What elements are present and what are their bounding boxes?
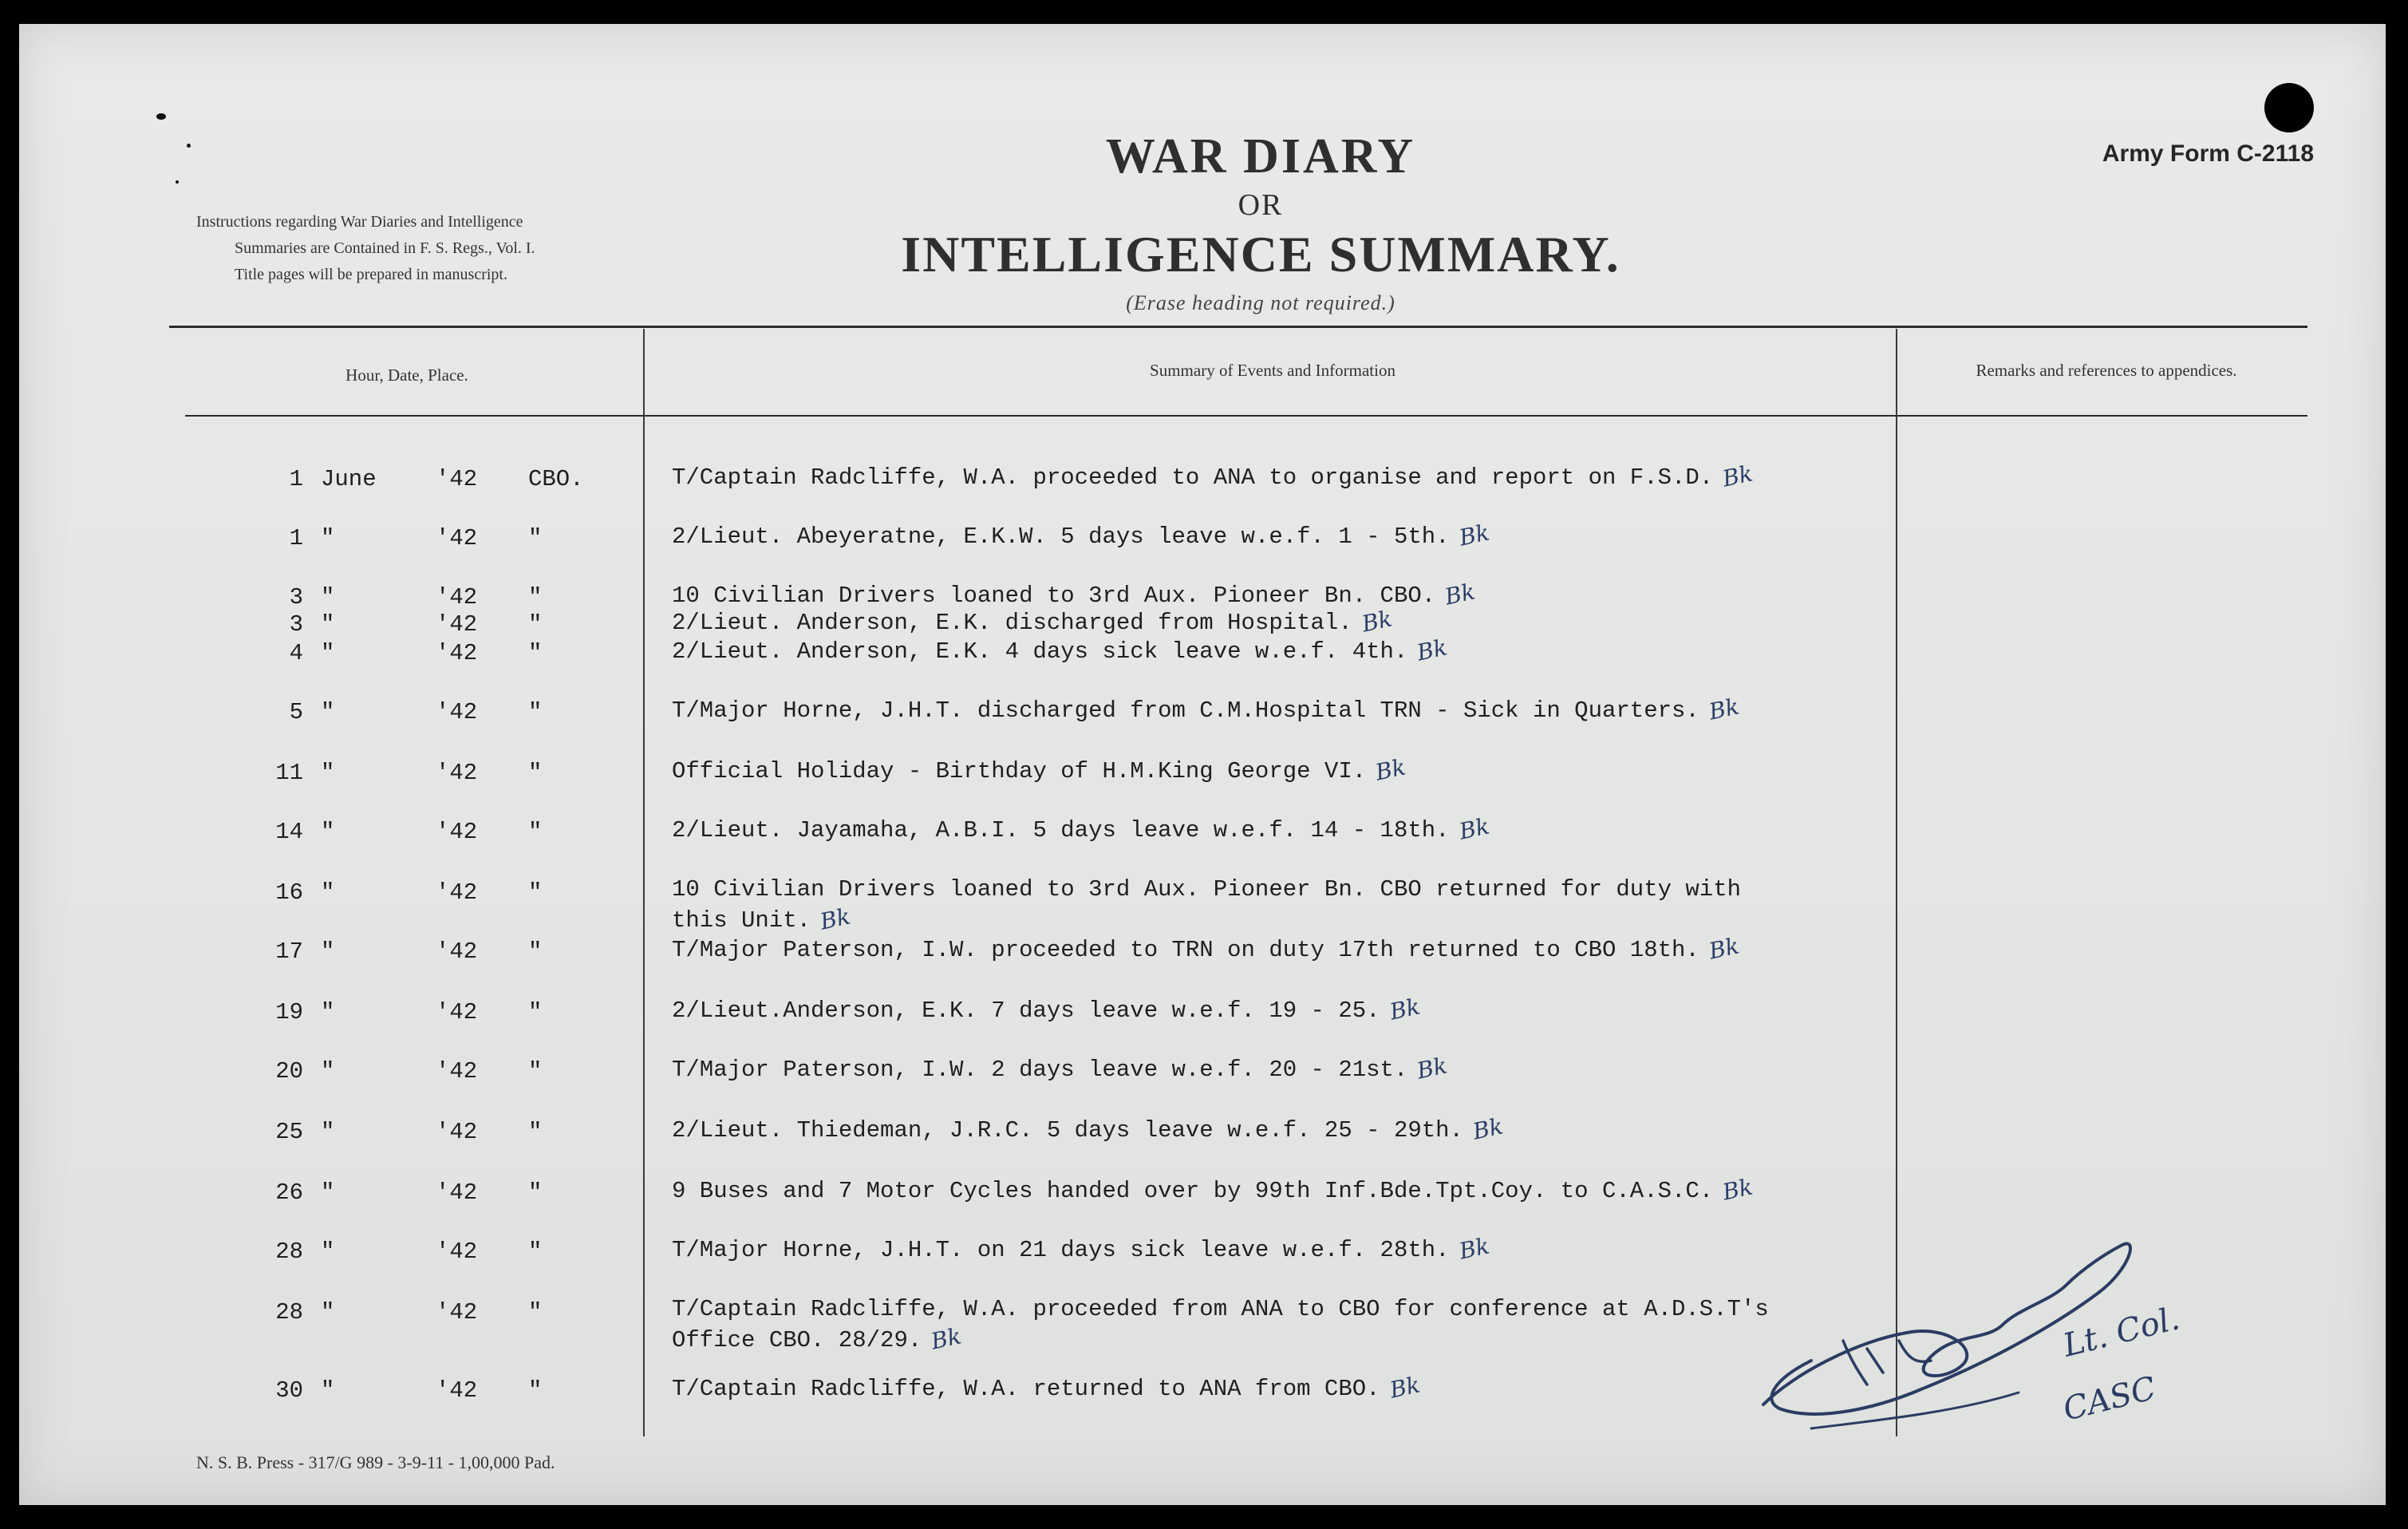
- entry-summary-line: [672, 519, 1492, 551]
- entry-year: '42: [436, 1179, 478, 1206]
- entry-summary: [672, 519, 1492, 551]
- title-intelligence-summary: INTELLIGENCE SUMMARY.: [901, 226, 1620, 282]
- entry-summary-text: 10 Civilian Drivers loaned to 3rd Aux. Pioneer Bn. CBO.: [672, 583, 1436, 609]
- entry-summary-line: [672, 634, 1450, 666]
- entry-year: '42: [436, 611, 478, 638]
- entry-place: ": [528, 1119, 543, 1145]
- entry-day: 30: [275, 1377, 303, 1404]
- handwritten-initials: Bk: [1373, 753, 1408, 786]
- entry-place: ": [528, 1239, 543, 1265]
- entry-summary-text: 9 Buses and 7 Motor Cycles handed over by 99th Inf.Bde.Tpt.Coy. to C.A.S.C.: [672, 1178, 1714, 1204]
- entry-place: ": [528, 819, 543, 845]
- column-header-summary: Summary of Events and Information: [1150, 361, 1395, 380]
- entry-summary-text: this Unit.: [672, 907, 811, 934]
- entry-summary: [672, 1232, 1492, 1265]
- entry-summary-text: 2/Lieut. Thiedeman, J.R.C. 5 days leave w.e.f. 25 - 29th.: [672, 1117, 1463, 1144]
- instructions-note: [196, 209, 755, 288]
- entry-place: ": [528, 640, 543, 666]
- entry-summary-line: [672, 1112, 1506, 1145]
- entry-summary-text: T/Major Paterson, I.W. proceeded to TRN on duty 17th returned to CBO 18th.: [672, 937, 1699, 963]
- entry-month: June: [321, 466, 377, 492]
- entry-year: '42: [436, 699, 478, 725]
- entry-day: 19: [275, 999, 303, 1025]
- entry-day: 28: [275, 1299, 303, 1326]
- entry-summary-text: Office CBO. 28/29.: [672, 1327, 922, 1353]
- entry-year: '42: [436, 1239, 478, 1265]
- entry-summary-line: [672, 755, 1406, 786]
- title-war-diary: WAR DIARY: [1105, 129, 1416, 184]
- column-head-rule: [185, 415, 2307, 417]
- entry-summary-text: T/Major Paterson, I.W. 2 days leave w.e.f. 20 - 21st.: [672, 1057, 1408, 1083]
- entry-summary-text: 2/Lieut. Anderson, E.K. discharged from Hospital.: [672, 610, 1352, 636]
- entry-summary-text: T/Captain Radcliffe, W.A. proceeded to ANA to organise and report on F.S.D.: [672, 464, 1714, 491]
- handwritten-initials: Bk: [1415, 634, 1450, 666]
- entry-place: ": [528, 611, 543, 638]
- handwritten-initials: Bk: [1706, 932, 1742, 965]
- title-erase-note: (Erase heading not required.): [1126, 291, 1395, 314]
- form-title: [798, 126, 1723, 321]
- instructions-line: Summaries are Contained in F. S. Regs., Vol. I.: [235, 239, 535, 257]
- entry-place: ": [528, 760, 543, 786]
- entry-summary: [672, 1371, 1423, 1404]
- entry-summary-text: T/Major Horne, J.H.T. on 21 days sick leave w.e.f. 28th.: [672, 1237, 1450, 1263]
- entry-summary: [672, 993, 1423, 1025]
- handwritten-initials: Bk: [1443, 578, 1478, 610]
- entry-summary-line: [672, 605, 1395, 638]
- entry-summary: [672, 755, 1406, 786]
- handwritten-initials: Bk: [1720, 460, 1755, 492]
- handwritten-initials: Bk: [1456, 519, 1492, 551]
- entry-place: ": [528, 938, 543, 965]
- entry-year: '42: [436, 466, 478, 492]
- army-form-number: Army Form C-2118: [2102, 140, 2314, 167]
- handwritten-initials: Bk: [1720, 1173, 1755, 1206]
- entry-place: ": [528, 525, 543, 551]
- entry-summary-text: T/Captain Radcliffe, W.A. proceeded from ANA to CBO for conference at A.D.S.T's: [672, 1296, 1769, 1322]
- entry-summary-line: [672, 812, 1492, 845]
- handwritten-initials: Bk: [1456, 1232, 1492, 1265]
- instructions-line: Title pages will be prepared in manuscript.: [235, 266, 507, 283]
- entry-summary-line: [672, 904, 1741, 935]
- entry-month: ": [321, 1058, 335, 1085]
- entry-day: 16: [275, 879, 303, 906]
- handwritten-initials: Bk: [818, 903, 853, 935]
- entry-place: ": [528, 879, 543, 906]
- officer-signature: [1747, 1221, 2226, 1460]
- entry-month: ": [321, 1377, 335, 1404]
- entry-month: ": [321, 611, 335, 638]
- handwritten-initials: Bk: [1387, 993, 1423, 1025]
- entry-summary-line: [672, 1232, 1492, 1265]
- entry-day: 26: [275, 1179, 303, 1206]
- entry-month: ": [321, 525, 335, 551]
- entry-summary: [672, 1052, 1450, 1085]
- printer-imprint: N. S. B. Press - 317/G 989 - 3-9-11 - 1,00,000 Pad.: [196, 1452, 555, 1472]
- entry-summary-line: [672, 461, 1753, 492]
- entry-year: '42: [436, 1058, 478, 1085]
- entry-year: '42: [436, 525, 478, 551]
- entry-year: '42: [436, 879, 478, 906]
- entry-year: '42: [436, 760, 478, 786]
- entry-summary: [672, 461, 1753, 492]
- header-rule: [169, 326, 2307, 328]
- entry-place: ": [528, 699, 543, 725]
- entry-month: ": [321, 879, 335, 906]
- column-header-hour-date-place: Hour, Date, Place.: [345, 365, 468, 385]
- entry-day: 25: [275, 1119, 303, 1145]
- handwritten-initials: Bk: [1456, 812, 1492, 845]
- entry-day: 3: [289, 584, 303, 610]
- entry-year: '42: [436, 938, 478, 965]
- entry-year: '42: [436, 999, 478, 1025]
- handwritten-initials: Bk: [1387, 1371, 1423, 1404]
- entry-summary-line: [672, 1052, 1450, 1085]
- handwritten-initials: Bk: [1415, 1052, 1450, 1085]
- entry-day: 4: [289, 640, 303, 666]
- entry-year: '42: [436, 1119, 478, 1145]
- entry-summary-text: 2/Lieut. Jayamaha, A.B.I. 5 days leave w.e.f. 14 - 18th.: [672, 817, 1450, 844]
- entry-month: ": [321, 1119, 335, 1145]
- ink-speck: [176, 180, 179, 184]
- entry-summary: [672, 1294, 1769, 1355]
- entry-year: '42: [436, 819, 478, 845]
- entry-summary-line: [672, 1371, 1423, 1404]
- entry-place: ": [528, 584, 543, 610]
- entry-summary-text: 2/Lieut. Abeyeratne, E.K.W. 5 days leave w.e.f. 1 - 5th.: [672, 523, 1450, 550]
- entry-summary-line: [672, 1324, 1769, 1355]
- entry-summary: [672, 634, 1450, 666]
- entry-summary-text: Official Holiday - Birthday of H.M.King George VI.: [672, 758, 1367, 784]
- entry-place: ": [528, 1179, 543, 1206]
- entry-month: ": [321, 1179, 335, 1206]
- entry-summary: [672, 693, 1742, 725]
- ink-speck: [187, 144, 191, 148]
- handwritten-initials: Bk: [1359, 605, 1395, 638]
- entry-month: ": [321, 1299, 335, 1326]
- entry-summary-line: [672, 693, 1742, 725]
- entry-month: ": [321, 699, 335, 725]
- entry-summary: [672, 875, 1741, 935]
- entry-year: '42: [436, 640, 478, 666]
- entry-month: ": [321, 819, 335, 845]
- entry-summary-text: T/Captain Radcliffe, W.A. returned to ANA from CBO.: [672, 1376, 1380, 1402]
- entry-year: '42: [436, 584, 478, 610]
- entry-day: 17: [275, 938, 303, 965]
- entry-month: ": [321, 1239, 335, 1265]
- entry-summary-line: [672, 993, 1423, 1025]
- entry-summary-line: [672, 1294, 1769, 1324]
- entry-day: 3: [289, 611, 303, 638]
- entry-month: ": [321, 938, 335, 965]
- entry-month: ": [321, 999, 335, 1025]
- entry-day: 1: [289, 466, 303, 492]
- entry-day: 1: [289, 525, 303, 551]
- instructions-line: Instructions regarding War Diaries and Intelligence: [196, 213, 523, 231]
- entry-summary: [672, 1112, 1506, 1145]
- entry-summary-line: [672, 932, 1742, 965]
- entry-day: 5: [289, 699, 303, 725]
- entry-day: 14: [275, 819, 303, 845]
- entry-place: ": [528, 1377, 543, 1404]
- handwritten-initials: Bk: [1706, 693, 1742, 725]
- entry-place: ": [528, 1299, 543, 1326]
- ink-speck: [156, 113, 166, 120]
- entry-summary-text: T/Major Horne, J.H.T. discharged from C.M.Hospital TRN - Sick in Quarters.: [672, 697, 1699, 724]
- entry-summary: [672, 812, 1492, 845]
- entry-day: 28: [275, 1239, 303, 1265]
- entry-summary: [672, 605, 1395, 638]
- signature-rank: Lt. Col.: [2059, 1300, 2184, 1365]
- entry-day: 11: [275, 760, 303, 786]
- column-divider: [643, 329, 645, 1436]
- handwritten-initials: Bk: [929, 1322, 964, 1355]
- entry-summary-line: [672, 875, 1741, 904]
- entry-month: ": [321, 640, 335, 666]
- entry-summary-text: 2/Lieut. Anderson, E.K. 4 days sick leave w.e.f. 4th.: [672, 638, 1408, 665]
- entry-place: ": [528, 999, 543, 1025]
- entry-summary: [672, 932, 1742, 965]
- handwritten-initials: Bk: [1470, 1112, 1506, 1145]
- entry-place: CBO.: [528, 466, 584, 492]
- punch-hole: [2264, 83, 2314, 132]
- entry-year: '42: [436, 1299, 478, 1326]
- entry-year: '42: [436, 1377, 478, 1404]
- signature-unit: CASC: [2059, 1369, 2160, 1428]
- column-header-remarks: Remarks and references to appendices.: [1976, 361, 2237, 380]
- entry-place: ": [528, 1058, 543, 1085]
- entry-summary-text: 10 Civilian Drivers loaned to 3rd Aux. Pioneer Bn. CBO returned for duty with: [672, 876, 1742, 903]
- entry-month: ": [321, 584, 335, 610]
- title-or: OR: [1238, 188, 1284, 222]
- entry-summary: [672, 1175, 1753, 1206]
- entry-summary-line: [672, 1175, 1753, 1206]
- entry-summary-text: 2/Lieut.Anderson, E.K. 7 days leave w.e.f. 19 - 25.: [672, 998, 1380, 1024]
- entry-day: 20: [275, 1058, 303, 1085]
- entry-month: ": [321, 760, 335, 786]
